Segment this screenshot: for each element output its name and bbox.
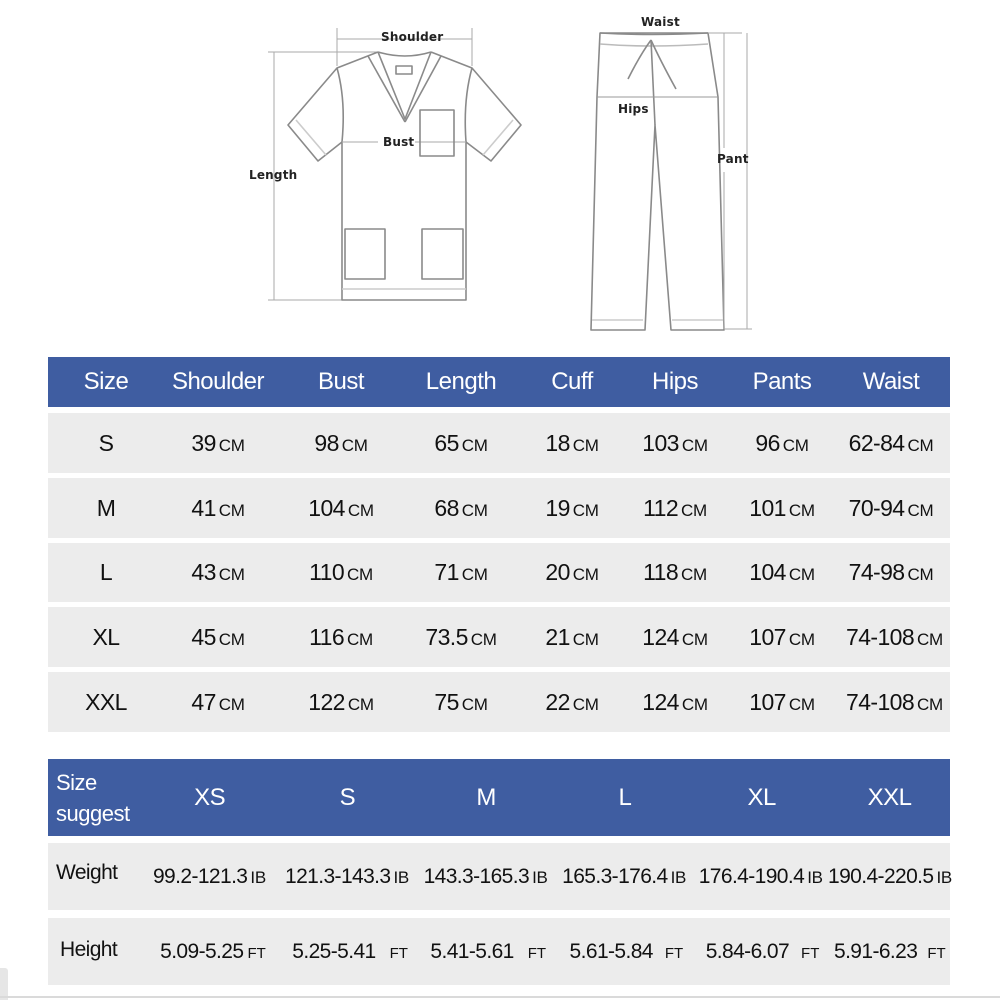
waist-cell: 74-108 CM (846, 688, 943, 715)
size-cell: S (98, 429, 114, 456)
garment-diagram (0, 0, 1000, 345)
header-size-xl: XL (747, 783, 776, 811)
header-shoulder: Shoulder (171, 368, 265, 395)
waist-cell: 62-84 CM (848, 429, 934, 456)
header-size: Size (83, 368, 129, 395)
bust-cell: 98 CM (314, 429, 368, 456)
weight-cell: 176.4-190.4 IB (698, 864, 823, 888)
size-cell: M (96, 494, 116, 521)
pants-cell: 104 CM (749, 559, 815, 585)
header-cuff: Cuff (551, 368, 593, 395)
cuff-cell: 18 CM (545, 429, 599, 456)
header-length: Length (425, 368, 497, 395)
length-cell: 65 CM (434, 429, 488, 456)
bust-cell: 116 CM (309, 623, 373, 650)
header-size-xs: XS (194, 783, 226, 811)
hips-cell: 103 CM (642, 429, 708, 456)
length-cell: 68 CM (434, 494, 488, 521)
table-row (48, 607, 950, 667)
scrub-top-icon (268, 28, 521, 300)
weight-cell: 99.2-121.3 IB (152, 864, 266, 888)
bust-cell: 104 CM (308, 494, 374, 521)
waist-cell: 74-98 CM (848, 559, 934, 585)
hips-cell: 124 CM (642, 688, 708, 715)
header-size-xxl: XXL (867, 783, 912, 811)
weight-cell: 143.3-165.3 IB (423, 864, 548, 888)
table-row (48, 478, 950, 538)
pants-cell: 107 CM (749, 688, 815, 715)
size-suggest-label: Size suggest (56, 769, 130, 826)
pants-cell: 96 CM (755, 429, 809, 456)
header-waist: Waist (862, 368, 920, 395)
weight-cell: 190.4-220.5 IB (828, 864, 952, 888)
header-size-s: S (339, 783, 356, 811)
header-size-l: L (618, 783, 632, 811)
garment-line-art (0, 0, 1000, 345)
pants-cell: 101 CM (749, 494, 815, 521)
cuff-cell: 21 CM (545, 623, 599, 650)
shoulder-cell: 43 CM (191, 559, 245, 585)
height-row (48, 918, 950, 985)
shoulder-label: Shoulder (381, 30, 444, 44)
waist-cell: 70-94 CM (848, 494, 934, 521)
hips-cell: 112 CM (643, 494, 707, 521)
shoulder-cell: 39 CM (191, 429, 245, 456)
table-row (48, 543, 950, 602)
bust-cell: 110 CM (309, 559, 373, 585)
size-suggest-header (48, 759, 950, 836)
pants-cell: 107 CM (749, 623, 815, 650)
table-row (48, 413, 950, 473)
cuff-cell: 19 CM (545, 494, 599, 521)
header-hips: Hips (651, 368, 698, 395)
height-cell: 5.25-5.41 FT (292, 939, 408, 963)
size-cell: L (99, 559, 113, 585)
height-cell: 5.41-5.61 FT (430, 939, 547, 963)
shoulder-cell: 45 CM (191, 623, 245, 650)
size-cell: XXL (85, 688, 127, 715)
length-cell: 71 CM (434, 559, 488, 585)
table-row (48, 672, 950, 732)
length-cell: 75 CM (434, 688, 488, 715)
height-cell: 5.61-5.84 FT (569, 939, 684, 963)
waist-label: Waist (641, 15, 680, 29)
height-cell: 5.84-6.07 FT (705, 939, 820, 963)
length-cell: 73.5 CM (425, 623, 497, 650)
hips-cell: 124 CM (642, 623, 708, 650)
bust-label: Bust (383, 135, 415, 149)
shoulder-cell: 41 CM (191, 494, 245, 521)
size-cell: XL (92, 623, 120, 650)
weight-cell: 165.3-176.4 IB (562, 864, 687, 888)
waist-cell: 74-108 CM (846, 623, 943, 650)
header-pants: Pants (752, 368, 812, 395)
header-bust: Bust (317, 368, 365, 395)
weight-row (48, 843, 950, 910)
cuff-cell: 20 CM (545, 559, 599, 585)
bottom-divider (0, 996, 1000, 998)
weight-label: Weight (56, 860, 118, 884)
shoulder-cell: 47 CM (191, 688, 245, 715)
hips-label: Hips (618, 102, 649, 116)
scrub-pants-icon (591, 33, 752, 330)
height-cell: 5.09-5.25 FT (160, 939, 266, 963)
hips-cell: 118 CM (643, 559, 707, 585)
cuff-cell: 22 CM (545, 688, 599, 715)
header-size-m: M (476, 783, 496, 811)
height-cell: 5.91-6.23 FT (833, 939, 946, 963)
measurement-table-header (48, 357, 950, 407)
pant-label: Pant (717, 152, 749, 166)
bust-cell: 122 CM (308, 688, 374, 715)
height-label: Height (60, 937, 118, 961)
weight-cell: 121.3-143.3 IB (285, 864, 409, 888)
length-label: Length (249, 168, 298, 182)
